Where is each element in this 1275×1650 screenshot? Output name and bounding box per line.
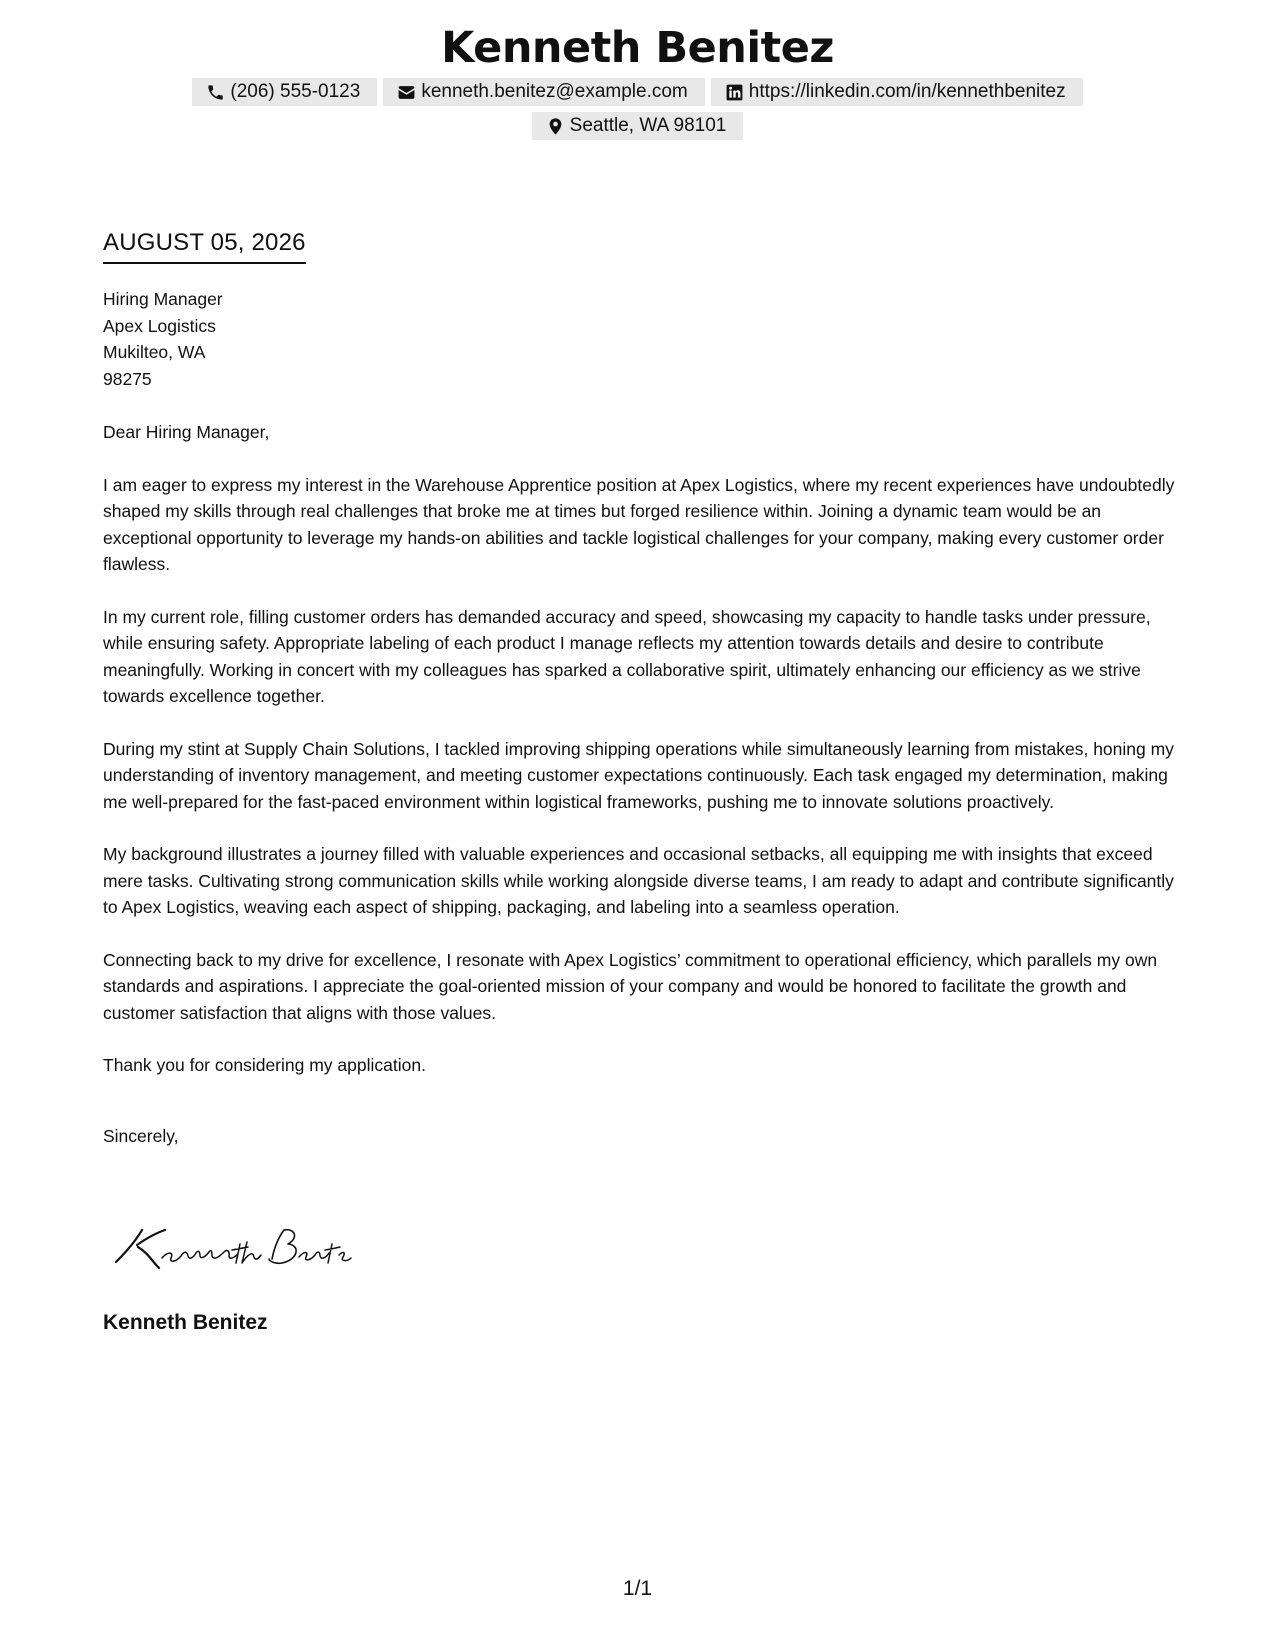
signed-name: Kenneth Benitez [103,1311,268,1334]
recipient-title: Hiring Manager [103,289,223,309]
linkedin-text: https://linkedin.com/in/kennethbenitez [748,81,1066,102]
page-indicator: 1/1 [622,1577,653,1600]
handwritten-signature [108,1220,358,1278]
phone-text: (206) 555-0123 [230,81,361,102]
body-paragraph-5: Connecting back to my drive for excellence, I resonate with Apex Logistics’ commitment to operational efficiency, which parallels my own standards and aspirations. I appreciate the goal-oriented mission of your company and would be honored to facilitate the growth and customer satisfaction that aligns with those values. [103,949,1158,1023]
body-paragraph-3: During my stint at Supply Chain Solutions, I tackled improving shipping operations while simultaneously learning from mistakes, honing my understanding of inventory management, and meeting customer expectations continuously. Each task engaged my determination, making me well-prepared for the fast-paced environment within logistical frameworks, pushing me to innovate solutions proactively. [103,738,1174,812]
location-contact [532,112,744,140]
recipient-city: Mukilteo, WA [103,342,206,362]
email-contact[interactable] [383,78,704,106]
closing-line: Sincerely, [103,1125,179,1146]
salutation: Dear Hiring Manager, [103,422,270,442]
letter-header [0,18,1275,140]
map-marker-icon [546,117,565,136]
recipient-postal-code: 98275 [103,368,152,389]
date-block [103,226,306,264]
linkedin-icon [725,83,744,102]
recipient-address [103,286,1175,392]
body-paragraph-2: In my current role, filling customer orders has demanded accuracy and speed, showcasing my capacity to handle tasks under pressure, while ensuring safety. Appropriate labeling of each product I manage reflects my attention towards details and desire to contribute meaningfully. Working in concert with my colleagues has sparked a collaborative spirit, ultimately enhancing our efficiency as we strive towards excellence together. [103,606,1151,706]
email-text: kenneth.benitez@example.com [421,81,688,102]
thank-you-line: Thank you for considering my application. [103,1055,426,1075]
applicant-name: Kenneth Benitez [441,23,834,73]
contact-row-secondary [0,112,1275,140]
envelope-icon [397,83,416,102]
letter-date: AUGUST 05, 2026 [103,226,306,264]
phone-contact[interactable] [192,78,377,106]
recipient-company: Apex Logistics [103,315,216,336]
location-text: Seattle, WA 98101 [569,115,727,136]
body-paragraph-4: My background illustrates a journey filled with valuable experiences and occasional setbacks, all equipping me with insights that exceed mere tasks. Cultivating strong communication skills while working alongside diverse teams, I am ready to adapt and contribute significantly to Apex Logistics, weaving each aspect of shipping, packaging, and labeling into a seamless operation. [103,844,1174,917]
body-paragraph-1: I am eager to express my interest in the Warehouse Apprentice position at Apex Logistics, where my recent experiences have undoubtedly shaped my skills through real challenges that broke me at times but forged resilience within. Joining a dynamic team would be an exceptional opportunity to leverage my hands-on abilities and tackle logistical challenges for your company, making every customer order flawless. [103,474,1175,574]
phone-icon [206,83,225,102]
contact-row-primary [0,78,1275,106]
letter-body [103,286,1175,1149]
linkedin-contact[interactable] [711,78,1083,106]
